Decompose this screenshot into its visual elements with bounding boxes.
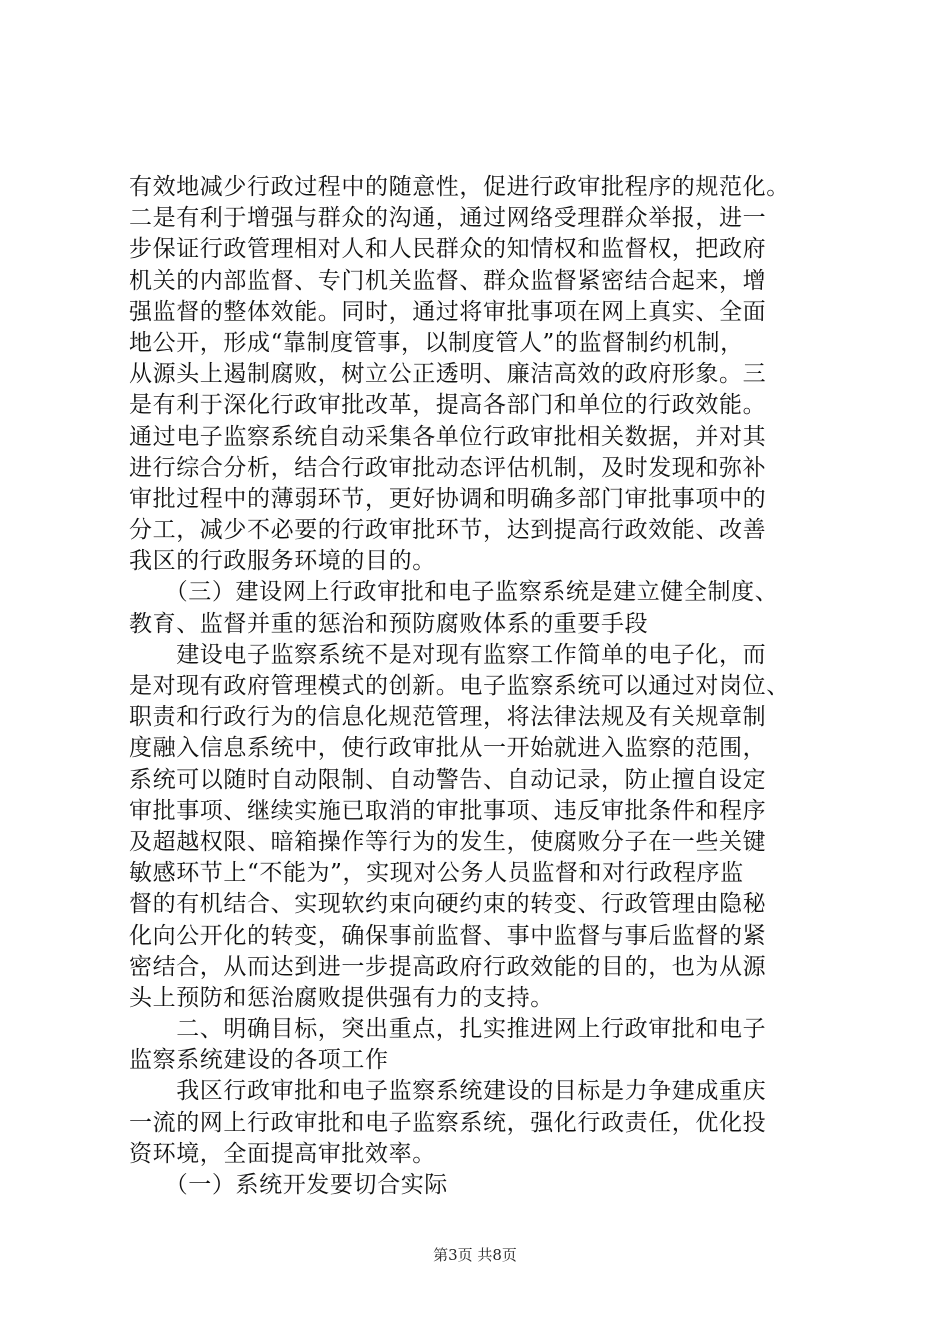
text-line: 建设电子监察系统不是对现有监察工作简单的电子化，而 <box>129 641 767 668</box>
text-line: 头上预防和惩治腐败提供强有力的支持。 <box>129 984 554 1011</box>
text-line: 步保证行政管理相对人和人民群众的知情权和监督权，把政府 <box>129 236 767 263</box>
text-line: 教育、监督并重的惩治和预防腐败体系的重要手段 <box>129 610 649 637</box>
text-line: 有效地减少行政过程中的随意性，促进行政审批程序的规范化。 <box>129 174 790 200</box>
text-line: 是有利于深化行政审批改革，提高各部门和单位的行政效能。 <box>129 392 767 419</box>
text-line: 度融入信息系统中，使行政审批从一开始就进入监察的范围， <box>129 735 767 762</box>
text-line: 我区行政审批和电子监察系统建设的目标是力争建成重庆 <box>129 1078 767 1105</box>
text-line: 敏感环节上“不能为”，实现对公务人员监督和对行政程序监 <box>129 860 744 887</box>
text-line: 二、明确目标，突出重点，扎实推进网上行政审批和电子 <box>129 1016 767 1043</box>
text-line: 审批过程中的薄弱环节，更好协调和明确多部门审批事项中的 <box>129 485 767 512</box>
text-line: 审批事项、继续实施已取消的审批事项、违反审批条件和程序 <box>129 797 767 824</box>
text-line: 职责和行政行为的信息化规范管理，将法律法规及有关规章制 <box>129 704 767 731</box>
text-line: 督的有机结合、实现软约束向硬约束的转变、行政管理由隐秘 <box>129 891 767 918</box>
text-line: 一流的网上行政审批和电子监察系统，强化行政责任，优化投 <box>129 1109 767 1136</box>
text-line: 是对现有政府管理模式的创新。电子监察系统可以通过对岗位、 <box>129 673 790 699</box>
text-line: 机关的内部监督、专门机关监督、群众监督紧密结合起来，增 <box>129 267 767 294</box>
text-line: 资环境，全面提高审批效率。 <box>129 1140 436 1167</box>
text-line: 进行综合分析，结合行政审批动态评估机制，及时发现和弥补 <box>129 454 767 481</box>
text-line: 从源头上遏制腐败，树立公正透明、廉洁高效的政府形象。三 <box>129 361 767 388</box>
text-line: （三）建设网上行政审批和电子监察系统是建立健全制度、 <box>129 579 779 606</box>
text-line: 地公开，形成“靠制度管事，以制度管人”的监督制约机制， <box>129 329 744 356</box>
text-line: 系统可以随时自动限制、自动警告、自动记录，防止擅自设定 <box>129 766 767 793</box>
text-line: 分工，减少不必要的行政审批环节，达到提高行政效能、改善 <box>129 517 767 544</box>
text-line: 二是有利于增强与群众的沟通，通过网络受理群众举报，进一 <box>129 205 767 232</box>
text-line: 强监督的整体效能。同时，通过将审批事项在网上真实、全面 <box>129 298 767 325</box>
page-footer: 第3页 共8页 <box>433 1246 517 1264</box>
document-body <box>129 172 849 1201</box>
text-line: 我区的行政服务环境的目的。 <box>129 548 436 575</box>
text-line: （一）系统开发要切合实际 <box>129 1172 448 1198</box>
text-line: 通过电子监察系统自动采集各单位行政审批相关数据，并对其 <box>129 423 767 450</box>
text-line: 密结合，从而达到进一步提高政府行政效能的目的，也为从源 <box>129 953 767 980</box>
text-line: 监察系统建设的各项工作 <box>129 1047 389 1074</box>
text-line: 化向公开化的转变，确保事前监督、事中监督与事后监督的紧 <box>129 922 767 949</box>
text-line: 及超越权限、暗箱操作等行为的发生，使腐败分子在一些关键 <box>129 828 767 855</box>
